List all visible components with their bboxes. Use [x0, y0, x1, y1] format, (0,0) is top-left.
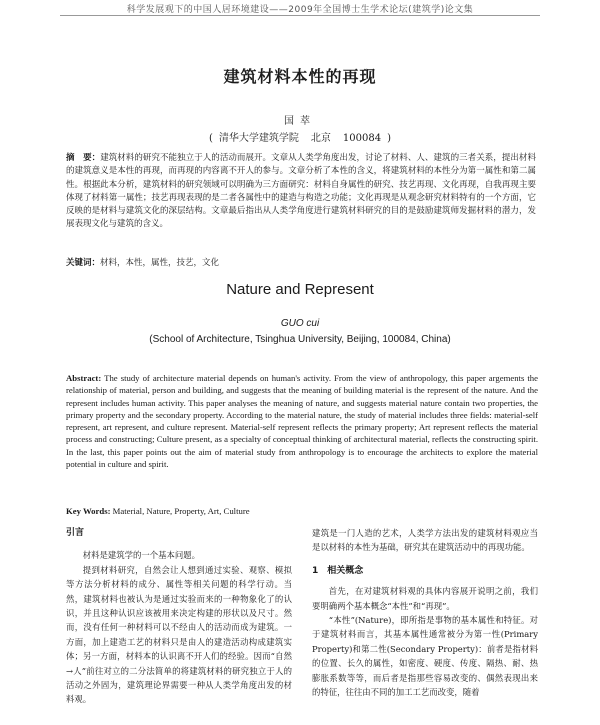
author-zh: 国萃: [284, 116, 316, 127]
keywords-zh-text: 材料，本性，属性，技艺，文化: [100, 258, 220, 268]
keywords-zh-label: 关键词：: [66, 258, 101, 268]
section-heading-1: 1 相关概念: [312, 565, 364, 576]
abstract-en-text: The study of architecture material depends on human's activity. From the view of anthropology, this paper argements the relationship of material, person and building, and suggests that the meaning of building material is the represent of the nature. And the represent includes human activity. This paper analyses the meaning of nature, and suggests material nature contain two properties, the primary property and the secondary property. According to the material nature, the study of material includes three fields: material-self represent, art represent, and culture represent. Material-self represent reflects the primary property; Art represent reflects the material process and constructing; Culture present, as a specialty of conceptual thinking of architectural material, reflects the constructing spirit. In the last, this paper points out the aim of material study from anthropology is to encourage the architects to explore the material potential in culture and spirit.: [66, 373, 538, 470]
keywords-en-text: Material, Nature, Property, Art, Culture: [112, 506, 250, 516]
affiliation-city: 北京: [310, 133, 331, 144]
abstract-zh-text: 建筑材料的研究不能独立于人的活动而展开。文章从人类学角度出发，讨论了材料、人、建筑的三者关系，提出材料的建筑意义是本性的再现，而再现的内容离不开人的参与。文章分析了本性的含义，将建筑材料的本性分为第一属性和第二属性。根据此本分析，建筑材料的研究领域可以明确为三方面研究：材料自身属性的研究、技艺再现、文化再现，自我再现主要体现了材料第一属性；技艺再现表现的是二者各属性中的建造与构造之功能；文化再现是从观念研究材料特有的一个方面，它反映的是材料与建筑文化的深层结构。文章最后指出从人类学角度进行建筑材料研究的目的是鼓励建筑师发掘材料的潜力，发展表现文化与建筑的含义。: [66, 153, 536, 230]
abstract-en: [66, 372, 538, 470]
running-header: 科学发展观下的中国人居环境建设——2009年全国博士生学术论坛(建筑学)论文集: [126, 5, 474, 15]
abstract-zh-label: 摘 要：: [66, 153, 101, 163]
affiliation-zh: ( 清华大学建筑学院 北京 100084 ): [209, 133, 391, 144]
keywords-en: [66, 505, 538, 517]
section-heading-intro: 引言: [66, 528, 85, 538]
body-column-left: [66, 526, 292, 707]
author-en: GUO cui: [280, 318, 320, 329]
affiliation-institution: 清华大学建筑学院: [218, 133, 299, 144]
keywords-zh: [66, 257, 536, 269]
body-paragraph: 建筑是一门人造的艺术，人类学方法出发的建筑材料观应当是以材料的本性为基础，研究其在建筑活动中的再现功能。: [312, 528, 538, 553]
keywords-en-label: Key Words:: [66, 506, 111, 516]
body-paragraph: 材料是建筑学的一个基本问题。: [82, 550, 201, 561]
paper-title-en: Nature and Represent: [226, 281, 374, 298]
header-rule: [60, 15, 540, 16]
body-column-right: [312, 526, 538, 699]
paper-title-zh: 建筑材料本性的再现: [223, 67, 377, 86]
abstract-zh: [66, 152, 536, 232]
body-paragraph: 提到材料研究，自然会让人想到通过实验、观察、模拟等方法分析材料的成分、属性等相关问题的科学行动。当然，建筑材料也被认为是通过实验而来的一种物象化了的认识，并且这种认识应该被用来决定构建的形状以及尺寸。然而，没有任何一种材料可以不经由人的活动而成为建筑。一方面，加上建造工艺的材料只是由人的建造活动构成建筑实体；另一方面，材料本的认识离不开人们的经验。因而“自然→人”前往对立的二分法简单的将建筑材料的研究独立于人的活动之外固为，建筑理论界需要一种从人类学角度出发的材料观。: [66, 564, 292, 705]
affiliation-en: (School of Architecture, Tsinghua University, Beijing, 100084, China): [149, 334, 451, 345]
affiliation-postcode: 100084: [342, 133, 382, 144]
abstract-en-label: Abstract:: [66, 373, 102, 383]
body-paragraph: 首先，在对建筑材料观的具体内容展开说明之前，我们要明确两个基本概念“本性”和“再现”。: [312, 586, 538, 611]
body-paragraph: “本性”(Nature)，即所指是事物的基本属性和特征。对于建筑材料而言，其基本属性通常被分为第一性(Primary Property)和第二性(Secondary Property)：前者是指材料的位置、长久的属性，如密度、硬度、传度、隔热、耐、热膨胀系数等等，而后者是指那些容易改变的、偶然表现出来的特征，往往由不同的加工工艺而改变，随着: [312, 615, 538, 698]
